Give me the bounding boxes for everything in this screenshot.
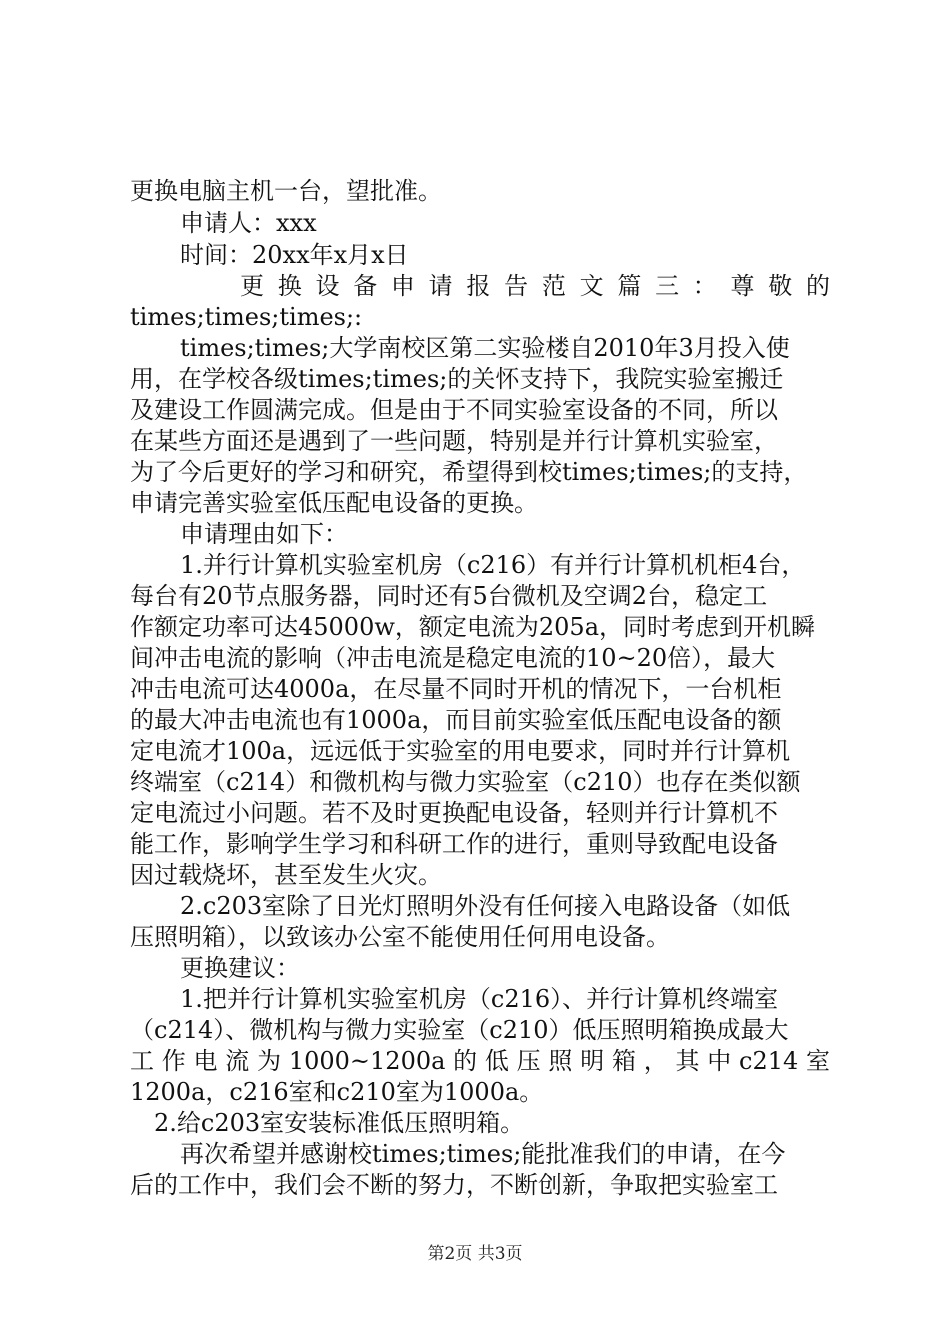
text-line: 定电流过小问题。若不及时更换配电设备，轻则并行计算机不 xyxy=(130,799,778,827)
text-line: 的最大冲击电流也有1000a，而目前实验室低压配电设备的额 xyxy=(130,706,782,734)
text-line: 冲击电流可达4000a，在尽量不同时开机的情况下，一台机柜 xyxy=(130,675,782,703)
text-line: 终端室（c214）和微机构与微力实验室（c210）也存在类似额 xyxy=(130,768,801,796)
text-line: （c214）、微机构与微力实验室（c210）低压照明箱换成最大 xyxy=(130,1016,789,1044)
page-number-footer: 第2页 共3页 xyxy=(427,1244,523,1264)
text-line: 能工作，影响学生学习和科研工作的进行，重则导致配电设备 xyxy=(130,830,778,858)
text-line: 每台有20节点服务器，同时还有5台微机及空调2台，稳定工 xyxy=(130,582,768,610)
text-line: 用，在学校各级times;times;的关怀支持下，我院实验室搬迁 xyxy=(130,365,784,393)
subheading-suggestions: 更换建议： xyxy=(180,954,300,982)
text-line: 再次希望并感谢校times;times;能批准我们的申请，在今 xyxy=(180,1140,786,1168)
text-line: 更换电脑主机一台，望批准。 xyxy=(130,177,442,205)
text-line: 因过载烧坏，甚至发生火灾。 xyxy=(130,861,442,889)
text-line: 申请完善实验室低压配电设备的更换。 xyxy=(130,489,538,517)
text-line: 定电流才100a，远远低于实验室的用电要求，同时并行计算机 xyxy=(130,737,791,765)
text-line: 及建设工作圆满完成。但是由于不同实验室设备的不同，所以 xyxy=(130,396,778,424)
subheading-reasons: 申请理由如下： xyxy=(180,520,348,548)
text-line: 1200a，c216室和c210室为1000a。 xyxy=(130,1078,544,1106)
text-line: 在某些方面还是遇到了一些问题，特别是并行计算机实验室， xyxy=(130,427,778,455)
text-line: times;times;times;: xyxy=(130,303,363,331)
text-line: times;times;大学南校区第二实验楼自2010年3月投入使 xyxy=(180,334,790,362)
text-line: 为了今后更好的学习和研究，希望得到校times;times;的支持， xyxy=(130,458,808,486)
text-line: 1.并行计算机实验室机房（c216）有并行计算机机柜4台， xyxy=(180,551,806,579)
text-line: 压照明箱），以致该办公室不能使用任何用电设备。 xyxy=(130,923,670,951)
applicant-line: 申请人：xxx xyxy=(180,209,317,237)
text-line: 后的工作中，我们会不断的努力，不断创新，争取把实验室工 xyxy=(130,1171,778,1199)
text-line: 2.给c203室安装标准低压照明箱。 xyxy=(154,1109,525,1137)
date-line: 时间：20xx年x月x日 xyxy=(180,241,409,269)
text-line: 间冲击电流的影响（冲击电流是稳定电流的10~20倍），最大 xyxy=(130,644,776,672)
text-line: 2.c203室除了日光灯照明外没有任何接入电路设备（如低 xyxy=(180,892,791,920)
text-line: 作额定功率可达45000w，额定电流为205a，同时考虑到开机瞬 xyxy=(130,613,816,641)
section-heading: 更 换 设 备 申 请 报 告 范 文 篇 三 ： 尊 敬 的 xyxy=(240,272,830,300)
text-line: 工 作 电 流 为 1000~1200a 的 低 压 照 明 箱 ， 其 中 c214 室 xyxy=(130,1047,830,1075)
text-line: 1.把并行计算机实验室机房（c216）、并行计算机终端室 xyxy=(180,985,779,1013)
